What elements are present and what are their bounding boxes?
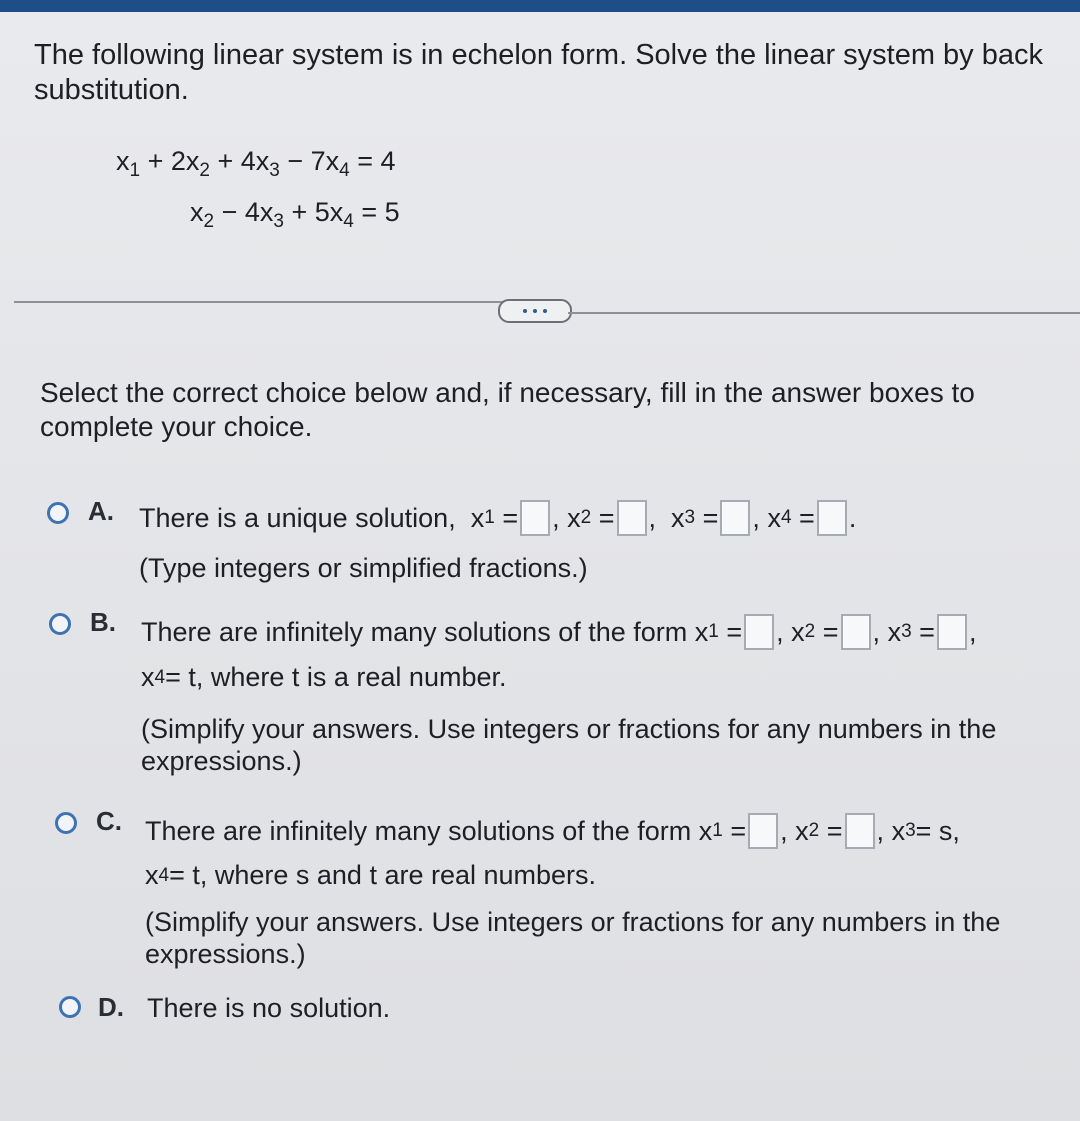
eq2-term-2: − 4x xyxy=(214,197,274,227)
var-x2: x xyxy=(567,502,581,533)
equals: = xyxy=(702,502,719,533)
top-bar xyxy=(0,0,1080,12)
comma: , xyxy=(872,616,881,647)
period: . xyxy=(848,502,857,533)
sub-x2: 2 xyxy=(804,621,816,642)
sub-x3: 3 xyxy=(905,820,916,841)
equation-2 xyxy=(190,197,400,233)
answer-box-c-x2[interactable] xyxy=(845,813,875,849)
sub-x3: 3 xyxy=(901,621,912,642)
sub-x2: 2 xyxy=(808,820,820,841)
option-a-note: (Type integers or simplified fractions.) xyxy=(139,553,588,583)
option-a-line xyxy=(139,500,856,536)
eq1-sub-1: 1 xyxy=(129,160,141,181)
answer-box-b-x1[interactable] xyxy=(744,614,774,650)
x3-value: = s, xyxy=(915,815,960,846)
var-x3: x xyxy=(671,502,685,533)
answer-box-a-x3[interactable] xyxy=(720,500,750,536)
option-a-text: There is a unique solution, xyxy=(139,502,456,533)
sub-x1: 1 xyxy=(708,621,719,642)
option-c-letter: C. xyxy=(96,806,122,836)
ellipsis-icon xyxy=(533,309,537,313)
equals: = xyxy=(502,502,519,533)
comma: , xyxy=(968,616,977,647)
option-d-text: There is no solution. xyxy=(147,993,391,1023)
option-a-radio[interactable] xyxy=(47,502,69,524)
var-x2: x xyxy=(795,815,809,846)
eq2-sub-2: 3 xyxy=(273,211,284,232)
option-c-text: There are infinitely many solutions of the form xyxy=(145,815,692,846)
answer-box-a-x4[interactable] xyxy=(817,500,847,536)
answer-box-b-x2[interactable] xyxy=(841,614,871,650)
equation-1 xyxy=(116,146,396,182)
eq2-term-3: + 5x xyxy=(283,197,344,227)
answer-box-a-x2[interactable] xyxy=(617,500,647,536)
var-x1: x xyxy=(470,502,485,533)
option-c-line-2-text: = t, where s and t are real numbers. xyxy=(169,860,597,890)
comma: , xyxy=(552,502,560,533)
option-d-letter: D. xyxy=(98,992,124,1022)
divider xyxy=(568,312,1080,314)
var-x4: x xyxy=(145,860,159,890)
equals: = xyxy=(726,616,743,647)
option-c-line-2 xyxy=(145,860,596,891)
var-x2: x xyxy=(791,616,805,647)
equals: = xyxy=(799,502,815,533)
comma: , xyxy=(876,815,885,846)
equals: = xyxy=(826,815,843,846)
option-b-text: There are infinitely many solutions of the form xyxy=(141,616,688,647)
equals: = xyxy=(919,616,935,647)
eq1-rhs: = 4 xyxy=(349,146,396,176)
comma: , xyxy=(776,616,784,647)
option-c-radio[interactable] xyxy=(55,812,77,834)
question-text: The following linear system is in echelon form. Solve the linear system by back substitution. xyxy=(34,39,1043,106)
option-b-radio[interactable] xyxy=(49,613,71,635)
sub-x4: 4 xyxy=(780,507,792,528)
instructions: Select the correct choice below and, if necessary, fill in the answer boxes to complete your choice. xyxy=(40,377,975,442)
option-b-letter: B. xyxy=(90,607,116,637)
option-b-line-2 xyxy=(141,662,507,693)
sub-x3: 3 xyxy=(684,507,696,528)
eq1-sub-4: 4 xyxy=(339,160,350,181)
equals: = xyxy=(822,616,839,647)
ellipsis-icon xyxy=(523,309,527,313)
eq1-term-2: + 2x xyxy=(140,146,200,176)
option-b-line-2-text: = t, where t is a real number. xyxy=(165,662,507,692)
eq1-sub-3: 3 xyxy=(269,160,280,181)
eq1-term-3: + 4x xyxy=(209,146,270,176)
var-x1: x xyxy=(694,616,709,647)
answer-box-b-x3[interactable] xyxy=(937,614,967,650)
var-x1: x xyxy=(698,815,713,846)
eq2-term-1: x xyxy=(190,197,204,227)
comma: , xyxy=(780,815,788,846)
divider xyxy=(14,301,504,303)
sub-x2: 2 xyxy=(580,507,592,528)
answer-box-a-x1[interactable] xyxy=(520,500,550,536)
eq2-sub-3: 4 xyxy=(343,211,354,232)
ellipsis-icon xyxy=(543,309,547,313)
sub-x4: 4 xyxy=(154,666,166,688)
sub-x1: 1 xyxy=(712,820,723,841)
var-x3: x xyxy=(887,616,902,647)
option-c-line xyxy=(145,813,960,849)
equals: = xyxy=(730,815,747,846)
more-options-button[interactable] xyxy=(498,299,572,323)
answer-box-c-x1[interactable] xyxy=(748,813,778,849)
eq1-term-1: x xyxy=(116,146,130,176)
eq2-rhs: = 5 xyxy=(353,197,400,227)
var-x3: x xyxy=(891,815,906,846)
sub-x1: 1 xyxy=(484,507,495,528)
var-x4: x xyxy=(141,662,155,692)
sub-x4: 4 xyxy=(158,864,170,886)
option-c-note: (Simplify your answers. Use integers or fractions for any numbers in the expressions.) xyxy=(145,907,1001,969)
var-x4: x xyxy=(767,502,781,533)
option-b-note: (Simplify your answers. Use integers or fractions for any numbers in the expressions.) xyxy=(141,714,997,776)
option-d-radio[interactable] xyxy=(59,996,81,1018)
comma: , xyxy=(752,502,760,533)
eq1-term-4: − 7x xyxy=(279,146,340,176)
eq1-sub-2: 2 xyxy=(199,160,210,181)
comma: , xyxy=(648,502,657,533)
option-d-line xyxy=(147,993,390,1024)
eq2-sub-1: 2 xyxy=(203,211,215,232)
option-a-letter: A. xyxy=(88,496,114,526)
equals: = xyxy=(598,502,615,533)
option-b-line xyxy=(141,614,976,650)
